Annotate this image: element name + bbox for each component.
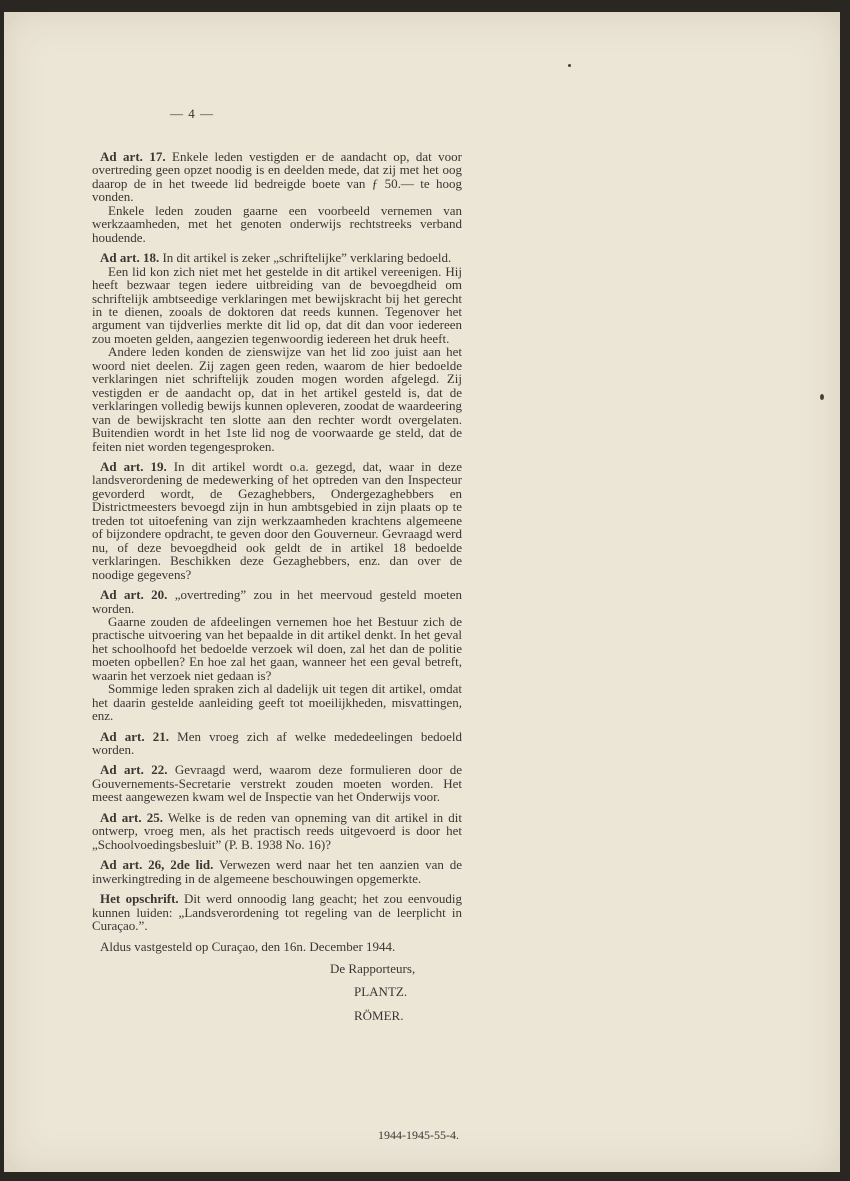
section-art-19 xyxy=(92,460,462,581)
section-art-18 xyxy=(92,251,462,453)
section-heading: Ad art. 26, 2de lid. xyxy=(100,857,214,873)
section-art-21 xyxy=(92,730,462,757)
paragraph: Ad art. 25. Welke is de reden van opneming van dit artikel in dit ontwerp, vroeg men, als het practisch reeds uitgevoerd is door het „Schoolvoedingsbesluit” (P. B. 1938 No. 16)? xyxy=(92,809,462,852)
section-art-26 xyxy=(92,858,462,885)
paragraph: Ad art. 17. Enkele leden vestigden er de aandacht op, dat voor overtreding geen opzet noodig is en deelden mede, dat zij met het oog daarop de in het tweede lid bedreigde boete van ƒ 50.— te hoog vonden. xyxy=(92,149,463,205)
section-heading: Ad art. 19. xyxy=(100,458,167,474)
section-heading: Ad art. 25. xyxy=(100,809,163,825)
section-heading: Ad art. 20. xyxy=(100,587,168,603)
paragraph: Ad art. 20. „overtreding” zou in het meervoud gesteld moeten worden. xyxy=(92,587,463,616)
report-body xyxy=(92,150,462,1022)
section-art-22 xyxy=(92,763,462,803)
document-code: 1944-1945-55-4. xyxy=(378,1128,459,1142)
section-art-25 xyxy=(92,811,462,851)
signature-block xyxy=(330,962,462,1022)
section-art-17 xyxy=(92,150,462,244)
signoff: De Rapporteurs, xyxy=(330,960,416,976)
section-heading: Ad art. 21. xyxy=(100,728,169,744)
signatory-plantz: PLANTZ. xyxy=(354,984,408,1000)
paper-speck xyxy=(820,394,824,400)
section-heading: Ad art. 17. xyxy=(100,149,166,164)
page-number: — 4 — xyxy=(170,106,214,121)
paragraph: Een lid kon zich niet met het gestelde in dit artikel vereenigen. Hij heeft bezwaar tegen iedere uitbreiding van de bevoegdheid om schriftelijk ambtseedige verklaringen met bewijskracht bij het gerecht in te dienen, zooals de doktoren dat reeds kunnen. Tegenover het argument van tijdverlies merkte dit lid op, dat dit dan voor iedereen zou moeten gelden, aangezien tegenwoordig iedereen het druk heeft. xyxy=(92,263,462,346)
signatory-romer: RÖMER. xyxy=(354,1007,404,1023)
paragraph: Ad art. 26, 2de lid. Verwezen werd naar het ten aanzien van de inwerkingtreding in de algemeene beschouwingen opgemerkte. xyxy=(92,857,463,886)
section-heading: Ad art. 18. xyxy=(100,250,160,266)
paragraph: Ad art. 22. Gevraagd werd, waarom deze formulieren door de Gouvernements-Secretarie verstrekt zouden moeten worden. Het meest aangewezen kwam wel de Inspectie van het Onderwijs voor. xyxy=(92,762,462,805)
paper-speck xyxy=(568,64,571,67)
closing-statement: Aldus vastgesteld op Curaçao, den 16n. December 1944. xyxy=(100,939,396,955)
paragraph: Gaarne zouden de afdeelingen vernemen hoe het Bestuur zich de practische uitvoering van het bepaalde in dit artikel denkt. In het geval het schoolhoofd het bedoelde verzoek wil doen, zal het dan de politie moeten opbellen? En hoe zal het gaan, wanneer het een geval betreft, waarin het verzoek niet gedaan is? xyxy=(92,613,462,683)
paragraph: Ad art. 21. Men vroeg zich af welke mededeelingen bedoeld worden. xyxy=(92,728,463,758)
paragraph: Ad art. 19. In dit artikel wordt o.a. gezegd, dat, waar in deze landsverordening de medewerking of het optreden van den Inspecteur gevorderd wordt, de Gezaghebbers, Ondergezaghebbers en Districtmeesters bevoegd zijn in hun ambtsgebied in zijn plaats op te treden tot uitoefening van zijn werkzaamheden krachtens algemeene of bijzondere opdracht, te geven door den Gouverneur. Gevraagd werd nu, of deze bevoegdheid ook geldt de in artikel 18 bedoelde verklaringen. Beschikken deze Gezaghebbers, enz. dan over de noodige gegevens? xyxy=(92,458,463,582)
section-heading: Ad art. 22. xyxy=(100,762,168,778)
paragraph: Enkele leden zouden gaarne een voorbeeld vernemen van werkzaamheden, met het genoten onderwijs rechtstreeks verband houdende. xyxy=(92,202,462,245)
section-art-20 xyxy=(92,588,462,723)
paragraph: Andere leden konden de zienswijze van het lid zoo juist aan het woord niet deelen. Zij zagen geen reden, waarom de hier bedoelde verklaringen niet schriftelijk zouden mogen worden afgelegd. Zij vestigden er de aandacht op, dat in het artikel gesteld is, dat de verklaringen volledig bewijs kunnen opleveren, zoodat de waardeering van de bewijskracht ten slotte aan den rechter wordt overgelaten. Buitendien wordt in het 1ste lid nog de voorwaarde ge steld, dat de feiten niet worden tegengesproken. xyxy=(92,344,462,454)
paragraph: Het opschrift. Dit werd onnoodig lang geacht; het zou eenvoudig kunnen luiden: „Landsverordening tot regeling van de leerplicht in Curaçao.”. xyxy=(92,891,463,934)
paragraph: Ad art. 18. In dit artikel is zeker „schriftelijke” verklaring bedoeld. xyxy=(100,250,452,266)
section-opschrift xyxy=(92,892,462,932)
section-heading: Het opschrift. xyxy=(100,891,179,907)
paragraph: Sommige leden spraken zich al dadelijk uit tegen dit artikel, omdat het daarin gestelde aanleiding geeft tot moeilijkheden, misvattingen, enz. xyxy=(92,681,462,724)
